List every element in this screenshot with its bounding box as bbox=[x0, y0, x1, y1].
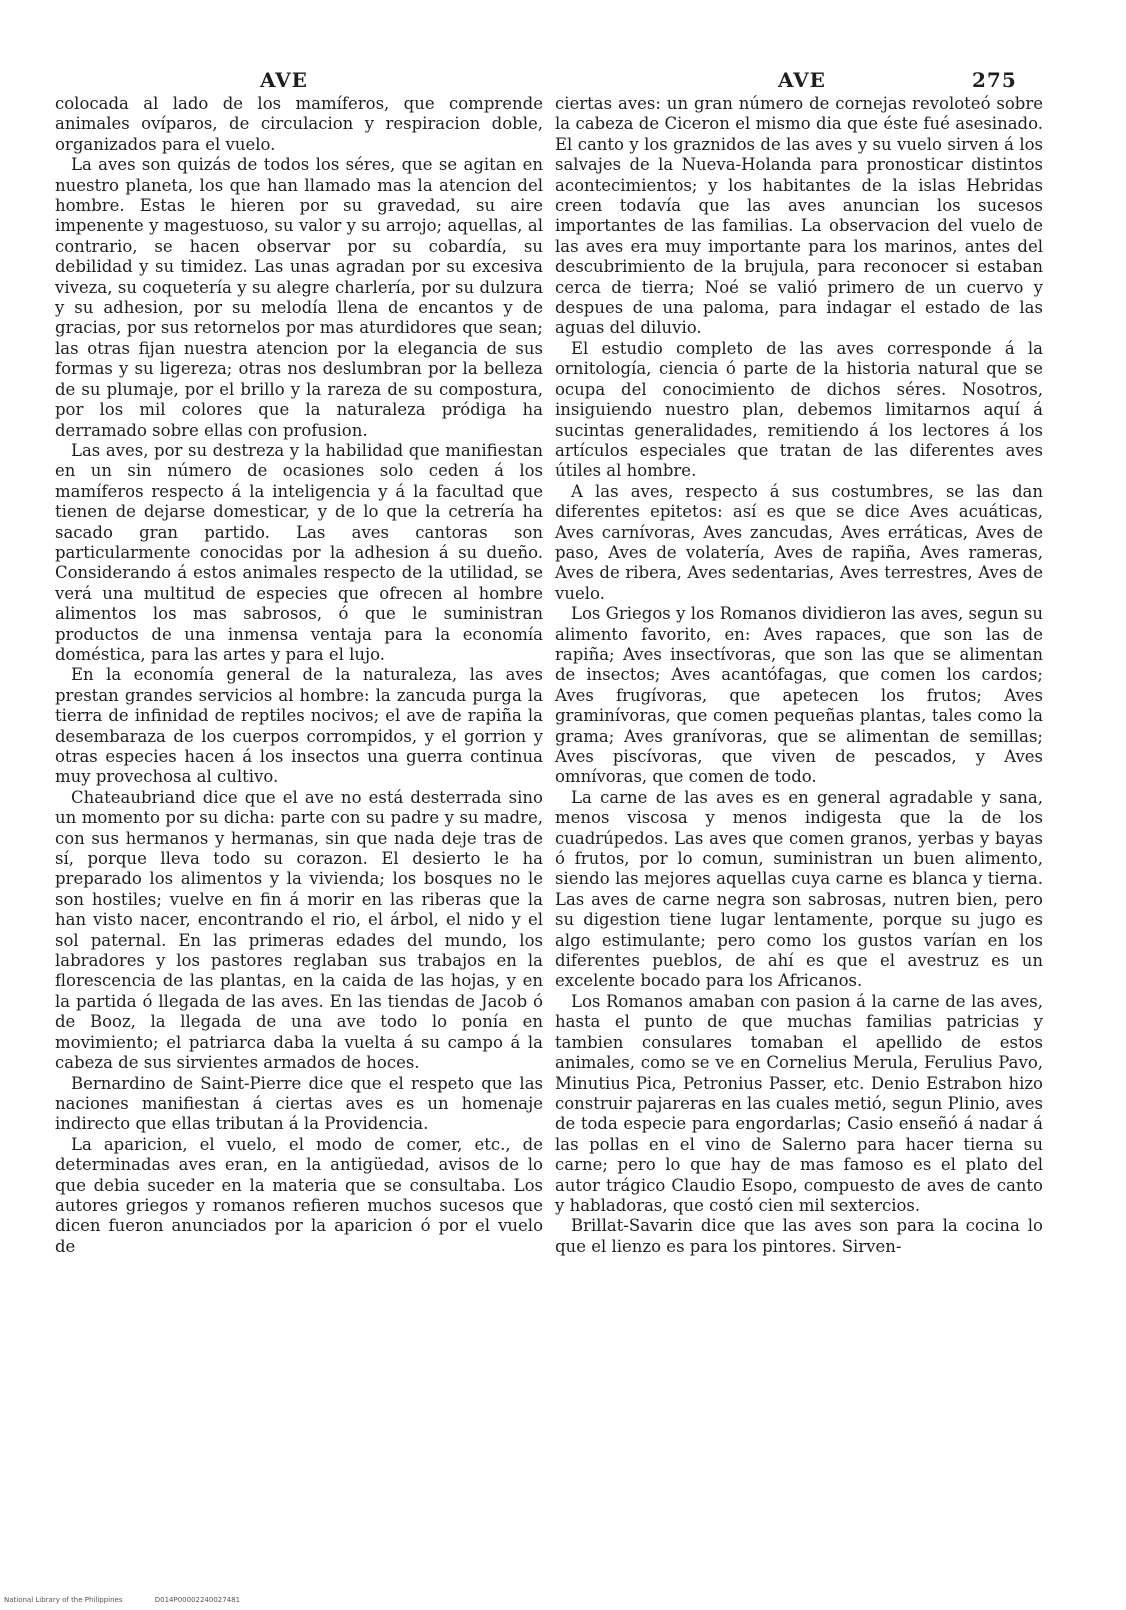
footer-code: D014P00002240027481 bbox=[154, 1596, 241, 1604]
paragraph: Las aves, por su destreza y la habilidad que manifiestan en un sin número de ocasiones solo ceden á los mamíferos respecto á la inteligencia y á la facultad que tienen de dejarse domesticar, y de lo que la cetrería ha sacado gran partido. Las aves cantoras son particularmente conocidas por la adhesion á su dueño. Considerando á estos animales respecto de la utilidad, se verá una multitud de especies que ofrecen al hombre alimentos los mas sabrosos, ó que le suministran productos de una inmensa ventaja para la economía doméstica, para las artes y para el lujo. bbox=[55, 440, 543, 664]
right-column bbox=[555, 94, 1043, 1257]
paragraph: Brillat-Savarin dice que las aves son para la cocina lo que el lienzo es para los pintores. Sirven- bbox=[555, 1216, 1043, 1256]
paragraph: Los Romanos amaban con pasion á la carne de las aves, hasta el punto de que muchas familias patricias y tambien consulares tomaban el apellido de estos animales, como se ve en Cornelius Merula, Ferulius Pavo, Minutius Pica, Petronius Passer, etc. Denio Estrabon hizo construir pajareras en las cuales metió, segun Plinio, aves de toda especie para engordarlas; Casio enseñó á nadar á las pollas en el vino de Salerno para hacer tierna su carne; pero lo que hay de mas famoso es el plato del autor trágico Claudio Esopo, compuesto de aves de canto y habladoras, que costó cien mil sextercios. bbox=[555, 991, 1043, 1215]
paragraph: La aves son quizás de todos los séres, que se agitan en nuestro planeta, los que han llamado mas la atencion del hombre. Estas le hieren por su gravedad, su aire impenente y magestuoso, su valor y su arrojo; aquellas, al contrario, se hacen observar por su cobardía, su debilidad y su timidez. Las unas agradan por su excesiva viveza, su coquetería y su alegre charlería, por su dulzura y su adhesion, por su melodía llena de encantos y de gracias, por sus retornelos por mas aturdidores que sean; las otras fijan nuestra atencion por la elegancia de sus formas y su ligereza; otras nos deslumbran por la belleza de su plumaje, por el brillo y la rareza de su compostura, por los mil colores que la naturaleza pródiga ha derramado sobre ellas con profusion. bbox=[55, 155, 543, 440]
paragraph: colocada al lado de los mamíferos, que comprende animales ovíparos, de circulacion y respiracion doble, organizados para el vuelo. bbox=[55, 94, 543, 154]
paragraph: ciertas aves: un gran número de cornejas revoloteó sobre la cabeza de Ciceron el mismo dia que éste fué asesinado. El canto y los graznidos de las aves y su vuelo sirven á los salvajes de la Nueva-Holanda para pronosticar distintos acontecimientos; y los habitantes de la islas Hebridas creen todavía que las aves anuncian los sucesos importantes de las familias. La observacion del vuelo de las aves era muy importante para los marinos, antes del descubrimiento de la brujula, para reconocer si estaban cerca de tierra; Noé se valió primero de un cuervo y despues de una paloma, para indagar el estado de las aguas del diluvio. bbox=[555, 94, 1043, 338]
paragraph: La carne de las aves es en general agradable y sana, menos viscosa y menos indigesta que la de los cuadrúpedos. Las aves que comen granos, yerbas y bayas ó frutos, por lo comun, suministran un buen alimento, siendo las mejores aquellas cuya carne es blanca y tierna. Las aves de carne negra son sabrosas, nutren bien, pero su digestion tiene lugar lentamente, porque su jugo es algo estimulante; pero como los gustos varían en los diferentes pueblos, de ahí es que el avestruz es un excelente bocado para los Africanos. bbox=[555, 787, 1043, 991]
left-column bbox=[55, 94, 543, 1257]
paragraph: Los Griegos y los Romanos dividieron las aves, segun su alimento favorito, en: Aves rapaces, que son las de rapiña; Aves insectívoras, que son las que se alimentan de insectos; Aves acantófagas, que comen los cardos; Aves frugívoras, que apetecen los frutos; Aves graminívoras, que comen pequeñas plantas, tales como la grama; Aves granívoras, que se alimentan de semillas; Aves piscívoras, que viven de pescados, y Aves omnívoras, que comen de todo. bbox=[555, 604, 1043, 787]
running-head-left: AVE bbox=[260, 68, 308, 92]
paragraph: En la economía general de la naturaleza, las aves prestan grandes servicios al hombre: la zancuda purga la tierra de infinidad de reptiles nocivos; el ave de rapiña la desembaraza de los cuerpos corrompidos, y el gorrion y otras especies hacen á los insectos una guerra continua muy provechosa al cultivo. bbox=[55, 665, 543, 787]
paragraph: A las aves, respecto á sus costumbres, se las dan diferentes epitetos: así es que se dice Aves acuáticas, Aves carnívoras, Aves zancudas, Aves erráticas, Aves de paso, Aves de volatería, Aves de rapiña, Aves rameras, Aves de ribera, Aves sedentarias, Aves terrestres, Aves de vuelo. bbox=[555, 481, 1043, 603]
paragraph: La aparicion, el vuelo, el modo de comer, etc., de determinadas aves eran, en la antigüedad, avisos de lo que debia suceder en la materia que se consultaba. Los autores griegos y romanos refieren muchos sucesos que dicen fueron anunciados por la aparicion ó por el vuelo de bbox=[55, 1134, 543, 1256]
paragraph: Bernardino de Saint-Pierre dice que el respeto que las naciones manifiestan á ciertas aves es un homenaje indirecto que ellas tributan á la Providencia. bbox=[55, 1073, 543, 1134]
footer-source: National Library of the Philippines bbox=[4, 1596, 123, 1604]
page-number: 275 bbox=[972, 68, 1017, 92]
paragraph: El estudio completo de las aves corresponde á la ornitología, ciencia ó parte de la historia natural que se ocupa del conocimiento de dichos séres. Nosotros, insiguiendo nuestro plan, debemos limitarnos aquí á sucintas generalidades, remitiendo á los lectores á los artículos especiales que tratan de las diferentes aves útiles al hombre. bbox=[555, 338, 1043, 481]
scan-footer bbox=[4, 1596, 270, 1604]
paragraph: Chateaubriand dice que el ave no está desterrada sino un momento por su dicha: parte con su padre y su madre, con sus hermanos y hermanas, sin que nada deje tras de sí, porque lleva todo su corazon. El desierto le ha preparado los alimentos y la vivienda; los bosques no le son hostiles; vuelve en fin á morir en las riberas que la han visto nacer, encontrando el rio, el árbol, el nido y el sol paternal. En las primeras edades del mundo, los labradores y los pastores reglaban sus trabajos en la florescencia de las plantas, en la caida de las hojas, y en la partida ó llegada de las aves. En las tiendas de Jacob ó de Booz, la llegada de una ave todo lo ponía en movimiento; el patriarca daba la vuelta á su campo á la cabeza de sus sirvientes armados de hoces. bbox=[55, 787, 543, 1073]
running-head-right: AVE bbox=[778, 68, 826, 92]
